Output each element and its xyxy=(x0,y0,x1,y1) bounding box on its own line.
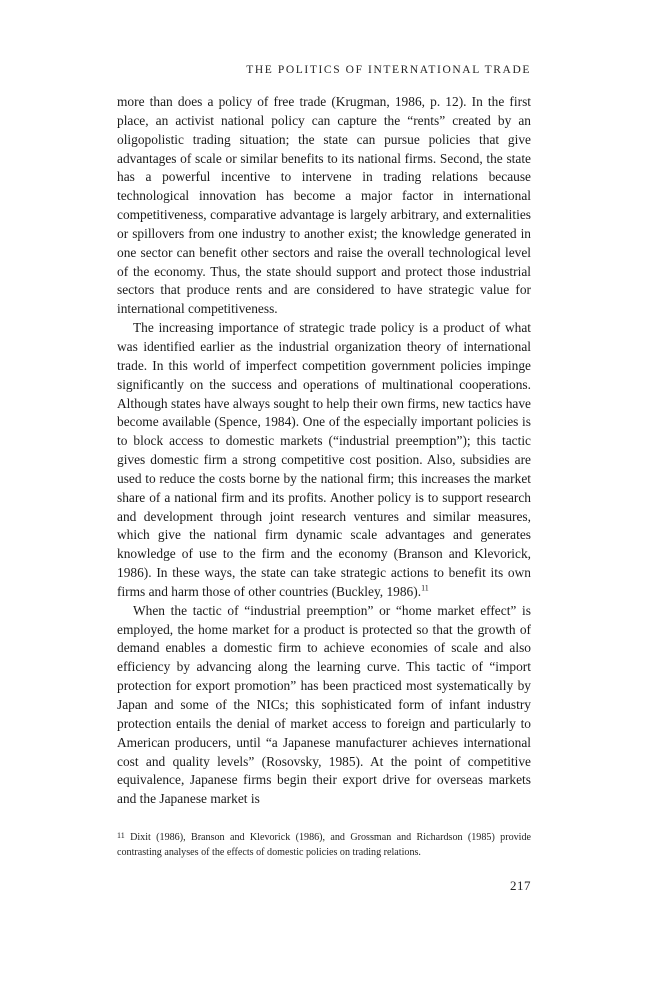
page-number: 217 xyxy=(510,878,531,893)
paragraph-1: more than does a policy of free trade (Krugman, 1986, p. 12). In the first place, an activist national policy can capture the “rents” created by an oligopolistic trading situation; the state can pursue policies that give advantages of scale or similar benefits to its national firms. Second, the state has a powerful incentive to intervene in trading relations because technological innovation has become a major factor in international competitiveness, comparative advantage is largely arbitrary, and externalities or spillovers from one industry to another exist; the knowledge generated in one sector can benefit other sectors and raise the overall technological level of the economy. Thus, the state should support and protect those industrial sectors that produce rents and are considered to have strategic value for international competitiveness. xyxy=(117,94,531,317)
paragraph-3: When the tactic of “industrial preemption” or “home market effect” is employed, the home market for a product is protected so that the growth of demand enables a domestic firm to achieve economies of scale and also efficiency by advancing along the learning curve. This tactic of “import protection for export promotion” has been practiced most systematically by Japan and some of the NICs; this sophisticated form of infant industry protection entails the denial of market access to foreign and particularly to American producers, until “a Japanese manufacturer achieves international cost and quality levels” (Rosovsky, 1985). At the point of competitive equivalence, Japanese firms begin their export drive for overseas markets and the Japanese market is xyxy=(117,602,531,807)
paragraph-2 xyxy=(117,319,531,602)
paragraph-2-text: The increasing importance of strategic trade policy is a product of what was identified earlier as the industrial organization theory of international trade. In this world of imperfect competition government policies impinge significantly on the success and operations of multinational cooperations. Although states have always sought to help their own firms, new tactics have become available (Spence, 1984). One of the especially important policies is to block access to domestic markets (“industrial preemption”); this tactic gives domestic firm a strong competitive cost position. Also, subsidies are used to reduce the costs borne by the national firm; this increases the market share of a national firm and its profits. Another policy is to support research and development through joint research ventures and similar measures, which give the national firm dynamic scale advantages and generates knowledge of use to the firm and the economy (Branson and Klevorick, 1986). In these ways, the state can take strategic actions to benefit its own firms and harm those of other countries (Buckley, 1986). xyxy=(117,320,531,599)
running-head: THE POLITICS OF INTERNATIONAL TRADE xyxy=(246,64,531,76)
footnote xyxy=(117,828,531,860)
footnote-reference: 11 xyxy=(421,583,429,593)
footnote-mark: 11 xyxy=(117,831,125,840)
footnote-text: Dixit (1986), Branson and Klevorick (1986), and Grossman and Richardson (1985) provide contrasting analyses of the effects of domestic policies on trading relations. xyxy=(117,832,531,858)
body-text xyxy=(117,93,531,809)
